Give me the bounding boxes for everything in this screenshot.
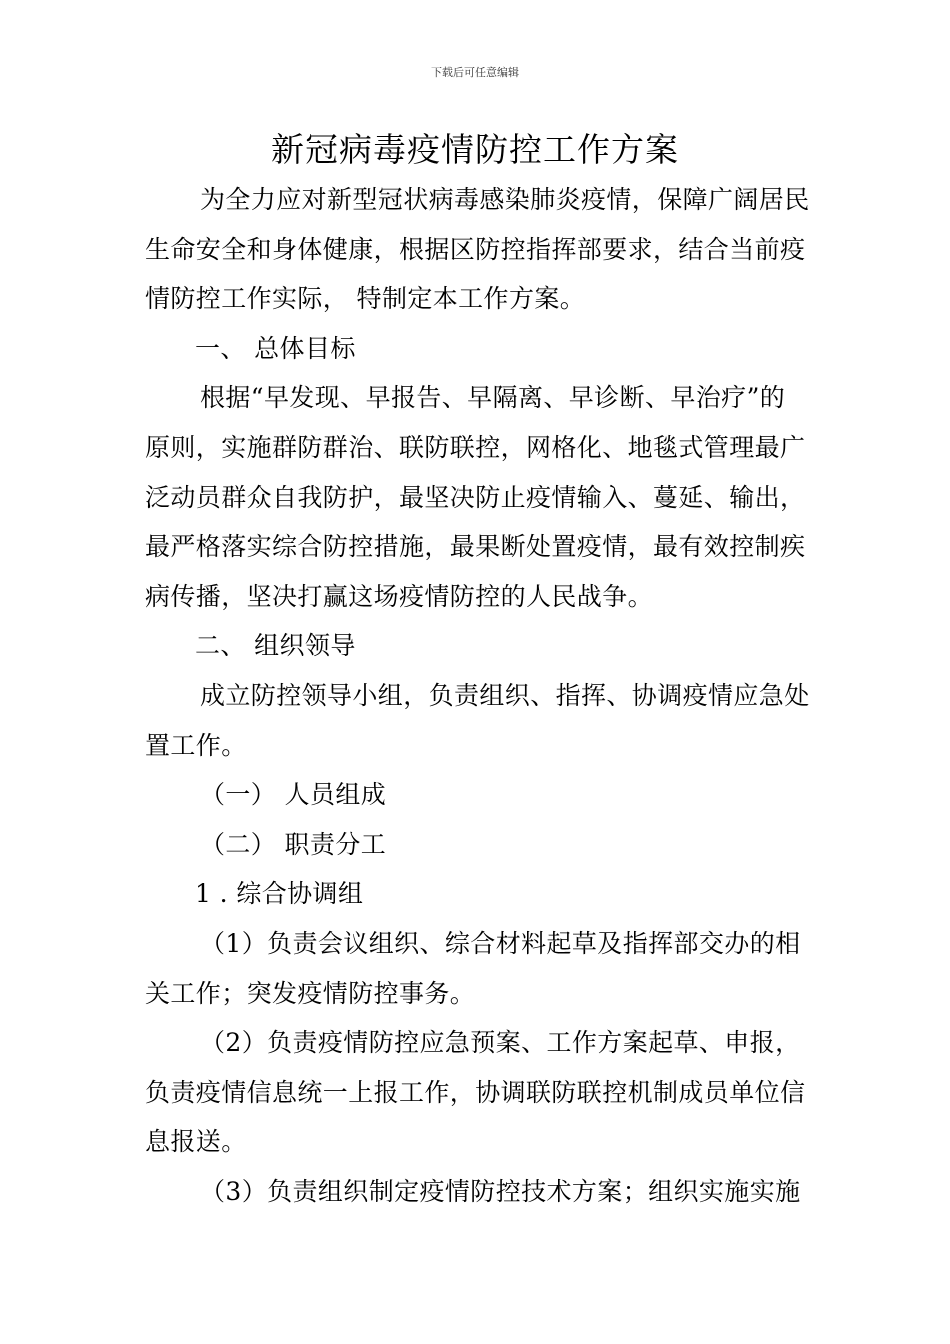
page-header-note: 下载后可任意编辑 bbox=[431, 66, 519, 79]
duty-item-1: （1）负责会议组织、综合材料起草及指挥部交办的相关工作；突发疫情防控事务。 bbox=[145, 928, 801, 1008]
intro-paragraph: 为全力应对新型冠状病毒感染肺炎疫情，保障广阔居民生命安全和身体健康，根据区防控指挥部要求，结合当前疫情防控工作实际， 特制定本工作方案。 bbox=[145, 185, 810, 314]
document-title: 新冠病毒疫情防控工作方案 bbox=[271, 130, 679, 169]
duty-item-2: （2）负责疫情防控应急预案、工作方案起草、申报，负责疫情信息统一上报工作，协调联防联控机制成员单位信息报送。 bbox=[145, 1028, 806, 1157]
document-body bbox=[145, 175, 810, 1216]
goals-paragraph: 根据“早发现、早报告、早隔离、早诊断、早治疗”的原则，实施群防群治、联防联控，网格化、地毯式管理最广泛动员群众自我防护，最坚决防止疫情输入、蔓延、输出，最严格落实综合防控措施，最果断处置疫情，最有效控制疾病传播，坚决打赢这场疫情防控的人民战争。 bbox=[145, 383, 806, 611]
group-heading-coordination: 1 . 综合协调组 bbox=[195, 879, 364, 909]
section-heading-leadership: 二、 组织领导 bbox=[195, 631, 356, 661]
subsection-heading-members: （一） 人员组成 bbox=[200, 780, 387, 810]
subsection-heading-duties: （二） 职责分工 bbox=[200, 829, 387, 859]
leadership-paragraph: 成立防控领导小组，负责组织、指挥、协调疫情应急处置工作。 bbox=[145, 680, 810, 760]
duty-item-3: （3）负责组织制定疫情防控技术方案；组织实施实施 bbox=[200, 1176, 801, 1206]
section-heading-goals: 一、 总体目标 bbox=[195, 333, 356, 363]
